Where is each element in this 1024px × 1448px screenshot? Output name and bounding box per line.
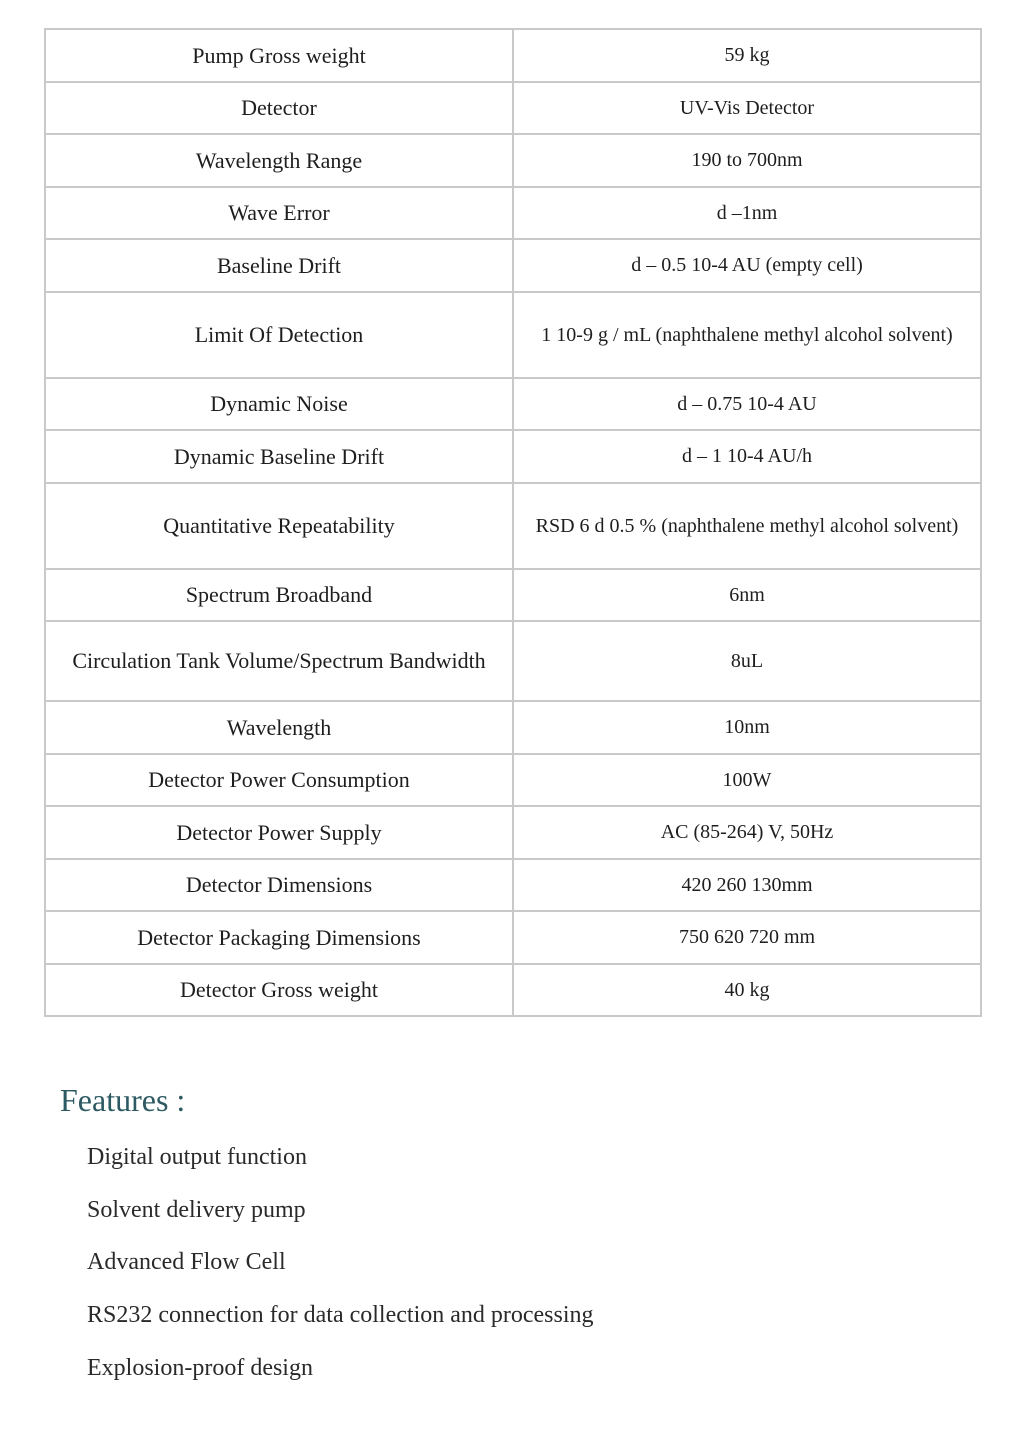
table-row	[45, 911, 981, 964]
spec-label: Detector Dimensions	[45, 859, 513, 912]
spec-value: 8uL	[513, 621, 981, 701]
table-row	[45, 29, 981, 82]
spec-value: UV-Vis Detector	[513, 82, 981, 135]
spec-value: 59 kg	[513, 29, 981, 82]
table-row	[45, 378, 981, 431]
spec-label: Wavelength	[45, 701, 513, 754]
spec-label: Wavelength Range	[45, 134, 513, 187]
features-list	[60, 1131, 960, 1394]
spec-label: Detector Power Consumption	[45, 754, 513, 807]
table-row	[45, 239, 981, 292]
list-item: Solvent delivery pump	[87, 1196, 306, 1223]
list-item: Explosion-proof design	[87, 1354, 313, 1381]
spec-label: Detector Gross weight	[45, 964, 513, 1017]
list-item: RS232 connection for data collection and processing	[87, 1302, 594, 1329]
table-row	[45, 701, 981, 754]
features-section	[60, 1082, 960, 1394]
spec-value: AC (85-264) V, 50Hz	[513, 806, 981, 859]
spec-label: Detector	[45, 82, 513, 135]
spec-label: Limit Of Detection	[45, 292, 513, 378]
spec-label: Dynamic Baseline Drift	[45, 430, 513, 483]
spec-value: 420 260 130mm	[513, 859, 981, 912]
spec-label: Detector Packaging Dimensions	[45, 911, 513, 964]
table-row	[45, 430, 981, 483]
spec-value: 40 kg	[513, 964, 981, 1017]
specifications-table	[44, 28, 982, 1017]
spec-label: Pump Gross weight	[45, 29, 513, 82]
spec-label: Wave Error	[45, 187, 513, 240]
spec-value: RSD 6 d 0.5 % (naphthalene methyl alcohol solvent)	[513, 483, 981, 569]
table-row	[45, 292, 981, 378]
table-row	[45, 621, 981, 701]
table-row	[45, 483, 981, 569]
spec-value: 100W	[513, 754, 981, 807]
table-row	[45, 134, 981, 187]
list-item: Digital output function	[87, 1144, 307, 1170]
table-row	[45, 754, 981, 807]
table-row	[45, 964, 981, 1017]
table-row	[45, 569, 981, 622]
spec-value: 190 to 700nm	[513, 134, 981, 187]
spec-value: d –1nm	[513, 187, 981, 240]
spec-label: Dynamic Noise	[45, 378, 513, 431]
spec-label: Detector Power Supply	[45, 806, 513, 859]
spec-value: 1 10-9 g / mL (naphthalene methyl alcohol solvent)	[513, 292, 981, 378]
features-heading: Features :	[60, 1082, 186, 1118]
table-row	[45, 859, 981, 912]
table-row	[45, 82, 981, 135]
spec-label: Baseline Drift	[45, 239, 513, 292]
spec-label: Circulation Tank Volume/Spectrum Bandwidth	[45, 621, 513, 701]
spec-value: 6nm	[513, 569, 981, 622]
spec-value: d – 1 10-4 AU/h	[513, 430, 981, 483]
table-row	[45, 187, 981, 240]
spec-label: Quantitative Repeatability	[45, 483, 513, 569]
table-row	[45, 806, 981, 859]
list-item: Advanced Flow Cell	[87, 1249, 286, 1276]
spec-value: d – 0.5 10-4 AU (empty cell)	[513, 239, 981, 292]
spec-value: 750 620 720 mm	[513, 911, 981, 964]
spec-value: 10nm	[513, 701, 981, 754]
spec-label: Spectrum Broadband	[45, 569, 513, 622]
spec-value: d – 0.75 10-4 AU	[513, 378, 981, 431]
